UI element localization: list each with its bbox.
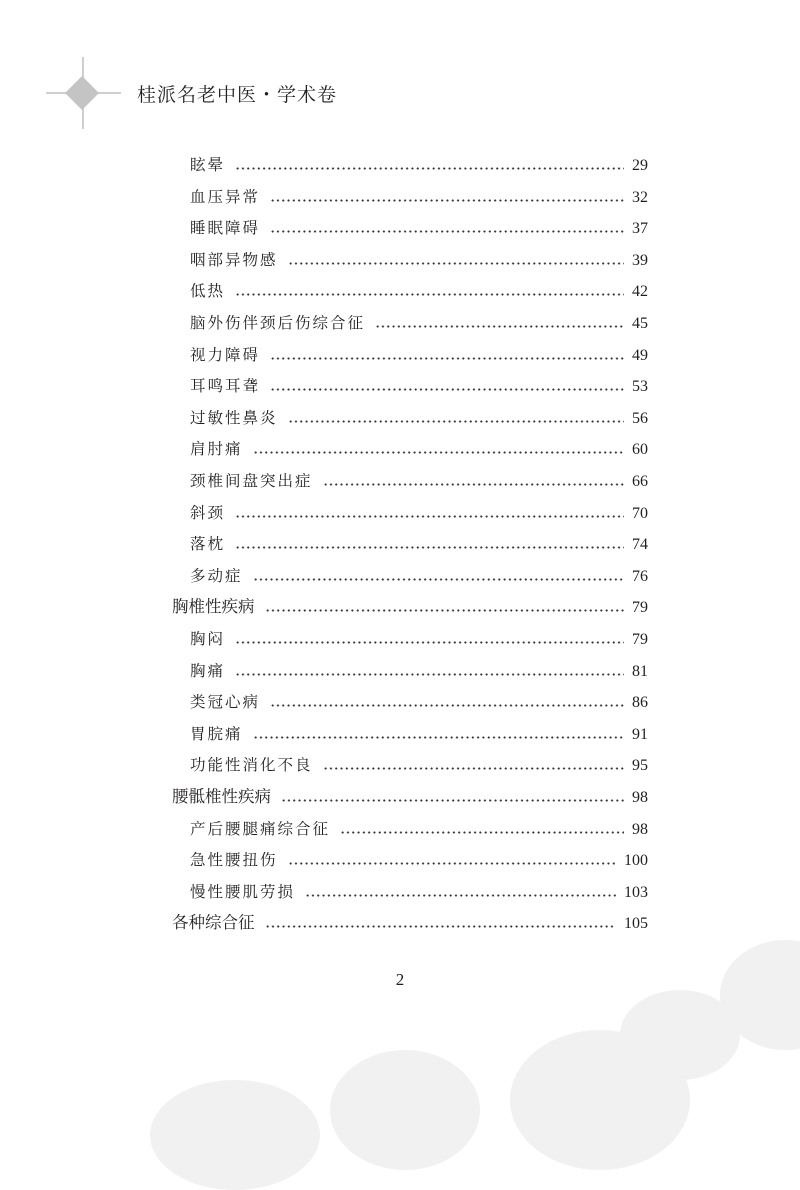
dot-leader <box>235 641 624 644</box>
toc-entry-page: 79 <box>632 599 648 617</box>
toc-entry[interactable] <box>190 469 648 491</box>
dot-leader <box>235 546 624 549</box>
toc-entry-title: 胃脘痛 <box>190 724 243 743</box>
dot-leader <box>375 325 624 328</box>
toc-entry[interactable] <box>190 374 648 396</box>
dot-leader <box>323 767 624 770</box>
toc-entry-page: 70 <box>632 504 648 522</box>
toc-entry-title: 类冠心病 <box>190 693 261 712</box>
diamond-icon <box>65 76 99 110</box>
toc-entry-title: 咽部异物感 <box>190 250 278 269</box>
toc-entry-page: 105 <box>624 915 648 933</box>
toc-entry-page: 100 <box>624 852 648 870</box>
toc-entry-title: 视力障碍 <box>190 345 261 364</box>
dot-leader <box>270 357 624 360</box>
toc-entry-page: 39 <box>632 251 648 269</box>
toc-entry[interactable] <box>190 185 648 207</box>
toc-entry[interactable] <box>190 564 648 586</box>
running-header-title: 桂派名老中医・学术卷 <box>137 84 338 106</box>
toc-entry-page: 98 <box>632 789 648 806</box>
toc-entry[interactable] <box>190 532 648 554</box>
toc-entry-title: 功能性消化不良 <box>190 756 313 775</box>
toc-entry-title: 血压异常 <box>190 187 261 206</box>
toc-entry[interactable] <box>190 722 648 744</box>
toc-entry[interactable] <box>190 216 648 238</box>
dot-leader <box>253 736 624 739</box>
toc-entry-page: 32 <box>632 188 648 206</box>
toc-entry[interactable] <box>190 248 648 270</box>
dot-leader <box>305 894 616 897</box>
toc-entry-page: 37 <box>632 220 648 238</box>
toc-entry-page: 42 <box>632 283 648 301</box>
dot-leader <box>265 609 625 612</box>
toc-entry-title: 耳鸣耳聋 <box>190 377 261 396</box>
dot-leader <box>270 199 624 202</box>
dot-leader <box>235 515 624 518</box>
dot-leader <box>288 862 616 865</box>
toc-entry-page: 95 <box>632 757 648 775</box>
toc-entry-title: 睡眠障碍 <box>190 219 261 238</box>
toc-entry[interactable] <box>172 911 648 933</box>
dot-leader <box>235 293 624 296</box>
toc-entry[interactable] <box>190 153 648 175</box>
toc-entry-page: 53 <box>632 378 648 396</box>
toc-entry[interactable] <box>190 817 648 839</box>
dot-leader <box>288 262 624 265</box>
toc-entry-page: 45 <box>632 315 648 332</box>
toc-entry-page: 76 <box>632 567 648 585</box>
toc-entry-title: 落枕 <box>190 535 226 554</box>
toc-entry[interactable] <box>190 753 648 775</box>
dot-leader <box>253 578 624 581</box>
toc-entry[interactable] <box>190 501 648 523</box>
toc-entry-title: 过敏性鼻炎 <box>190 408 278 427</box>
toc-entry-page: 103 <box>624 883 648 901</box>
dot-leader <box>235 673 624 676</box>
dot-leader <box>270 704 624 707</box>
toc-entry-page: 91 <box>632 725 648 743</box>
toc-entry-title: 多动症 <box>190 566 243 585</box>
toc-entry-page: 74 <box>632 536 648 554</box>
toc-entry-title: 眩晕 <box>190 156 226 174</box>
toc-entry-title: 腰骶椎性疾病 <box>172 787 271 806</box>
dot-leader <box>323 483 624 486</box>
toc-entry[interactable] <box>190 406 648 428</box>
toc-entry-title: 各种综合征 <box>172 913 255 933</box>
toc-entry[interactable] <box>190 880 648 902</box>
dot-leader <box>270 230 624 233</box>
toc-entry[interactable] <box>190 343 648 365</box>
dot-leader <box>288 420 624 423</box>
toc-entry[interactable] <box>172 785 648 807</box>
toc-entry[interactable] <box>172 595 648 617</box>
toc-entry-title: 胸椎性疾病 <box>172 597 255 617</box>
toc-entry[interactable] <box>190 627 648 649</box>
toc-entry-page: 81 <box>632 662 648 680</box>
toc-entry-page: 86 <box>632 694 648 712</box>
dot-leader <box>265 925 617 928</box>
toc-entry-title: 颈椎间盘突出症 <box>190 472 313 490</box>
toc-entry-title: 急性腰扭伤 <box>190 851 278 870</box>
toc-entry-page: 49 <box>632 346 648 364</box>
dot-leader <box>270 388 624 391</box>
dot-leader <box>340 831 624 834</box>
toc-entry-title: 胸闷 <box>190 630 226 648</box>
toc-entry[interactable] <box>190 279 648 301</box>
toc-entry-title: 慢性腰肌劳损 <box>190 882 296 901</box>
toc-entry-title: 斜颈 <box>190 503 226 522</box>
toc-entry-page: 60 <box>632 441 648 459</box>
toc-entry-page: 79 <box>632 631 648 648</box>
toc-entry[interactable] <box>190 437 648 459</box>
toc-entry-page: 98 <box>632 820 648 838</box>
toc-entry-title: 产后腰腿痛综合征 <box>190 819 331 838</box>
toc-entry-title: 低热 <box>190 282 226 301</box>
toc-entry-title: 肩肘痛 <box>190 440 243 459</box>
dot-leader <box>281 799 624 802</box>
toc-entry[interactable] <box>190 311 648 333</box>
dot-leader <box>253 451 624 454</box>
toc-entry[interactable] <box>190 848 648 870</box>
toc-entry-page: 66 <box>632 473 648 490</box>
toc-entry-page: 56 <box>632 409 648 427</box>
toc-entry-title: 胸痛 <box>190 661 226 680</box>
toc-entry[interactable] <box>190 690 648 712</box>
page-number: 2 <box>395 970 405 989</box>
toc-entry-title: 脑外伤伴颈后伤综合征 <box>190 314 366 332</box>
toc-entry-page: 29 <box>632 157 648 174</box>
dot-leader <box>235 167 624 170</box>
toc-entry[interactable] <box>190 659 648 681</box>
